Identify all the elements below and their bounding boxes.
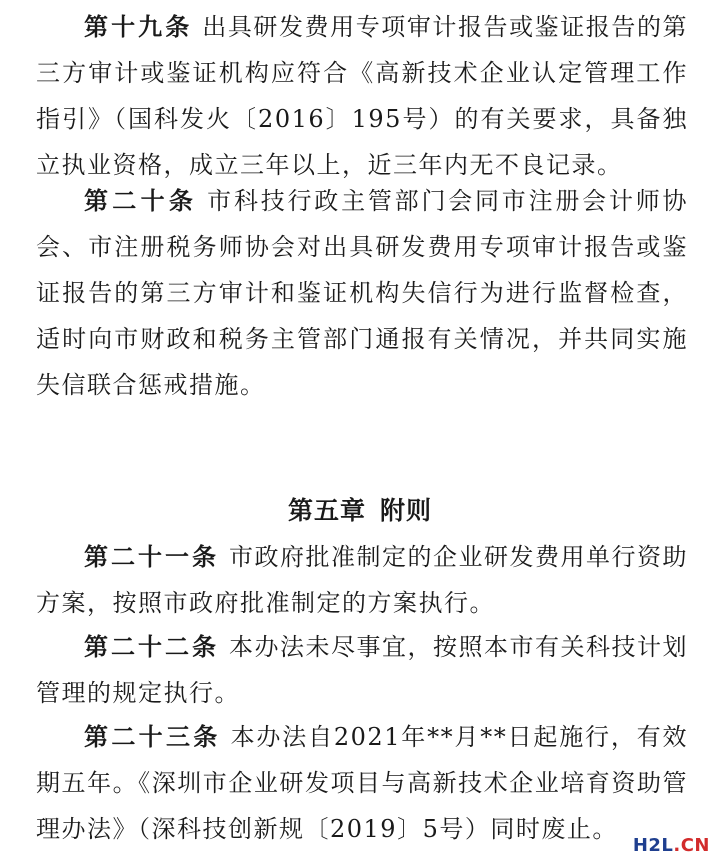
- article-22-text: 本办法未尽事宜，按照本市有关科技计划管理的规定执行。: [36, 633, 688, 707]
- article-21: [36, 534, 688, 626]
- article-23-text: 本办法自2021年**月**日起施行，有效期五年。《深圳市企业研发项目与高新技术企业培育资助管理办法》（深科技创新规〔2019〕5号）同时废止。: [36, 723, 689, 843]
- site-watermark: [633, 835, 710, 856]
- article-21-heading: 第二十一条: [84, 543, 219, 571]
- article-22: [36, 624, 688, 716]
- article-20: [36, 178, 688, 408]
- article-19-text: 出具研发费用专项审计报告或鉴证报告的第三方审计或鉴证机构应符合《高新技术企业认定管理工作指引》（国科发火〔2016〕195号）的有关要求，具备独立执业资格，成立三年以上，近三年内无不良记录。: [36, 13, 689, 179]
- watermark-main: H2L: [632, 835, 674, 856]
- watermark-tld: .CN: [673, 835, 710, 856]
- article-23: [36, 714, 688, 852]
- article-20-heading: 第二十条: [84, 187, 198, 215]
- article-23-heading: 第二十三条: [84, 723, 221, 751]
- article-21-text: 市政府批准制定的企业研发费用单行资助方案，按照市政府批准制定的方案执行。: [36, 543, 688, 617]
- chapter-title: 附则: [380, 496, 433, 525]
- chapter-heading: [0, 488, 720, 534]
- article-20-text: 市科技行政主管部门会同市注册会计师协会、市注册税务师协会对出具研发费用专项审计报告或鉴证报告的第三方审计和鉴证机构失信行为进行监督检查，适时向市财政和税务主管部门通报有关情况，并共同实施失信联合惩戒措施。: [36, 187, 689, 399]
- article-19-heading: 第十九条: [84, 13, 193, 41]
- article-22-heading: 第二十二条: [84, 633, 219, 661]
- article-19: [36, 4, 688, 188]
- chapter-number: 第五章: [287, 496, 366, 525]
